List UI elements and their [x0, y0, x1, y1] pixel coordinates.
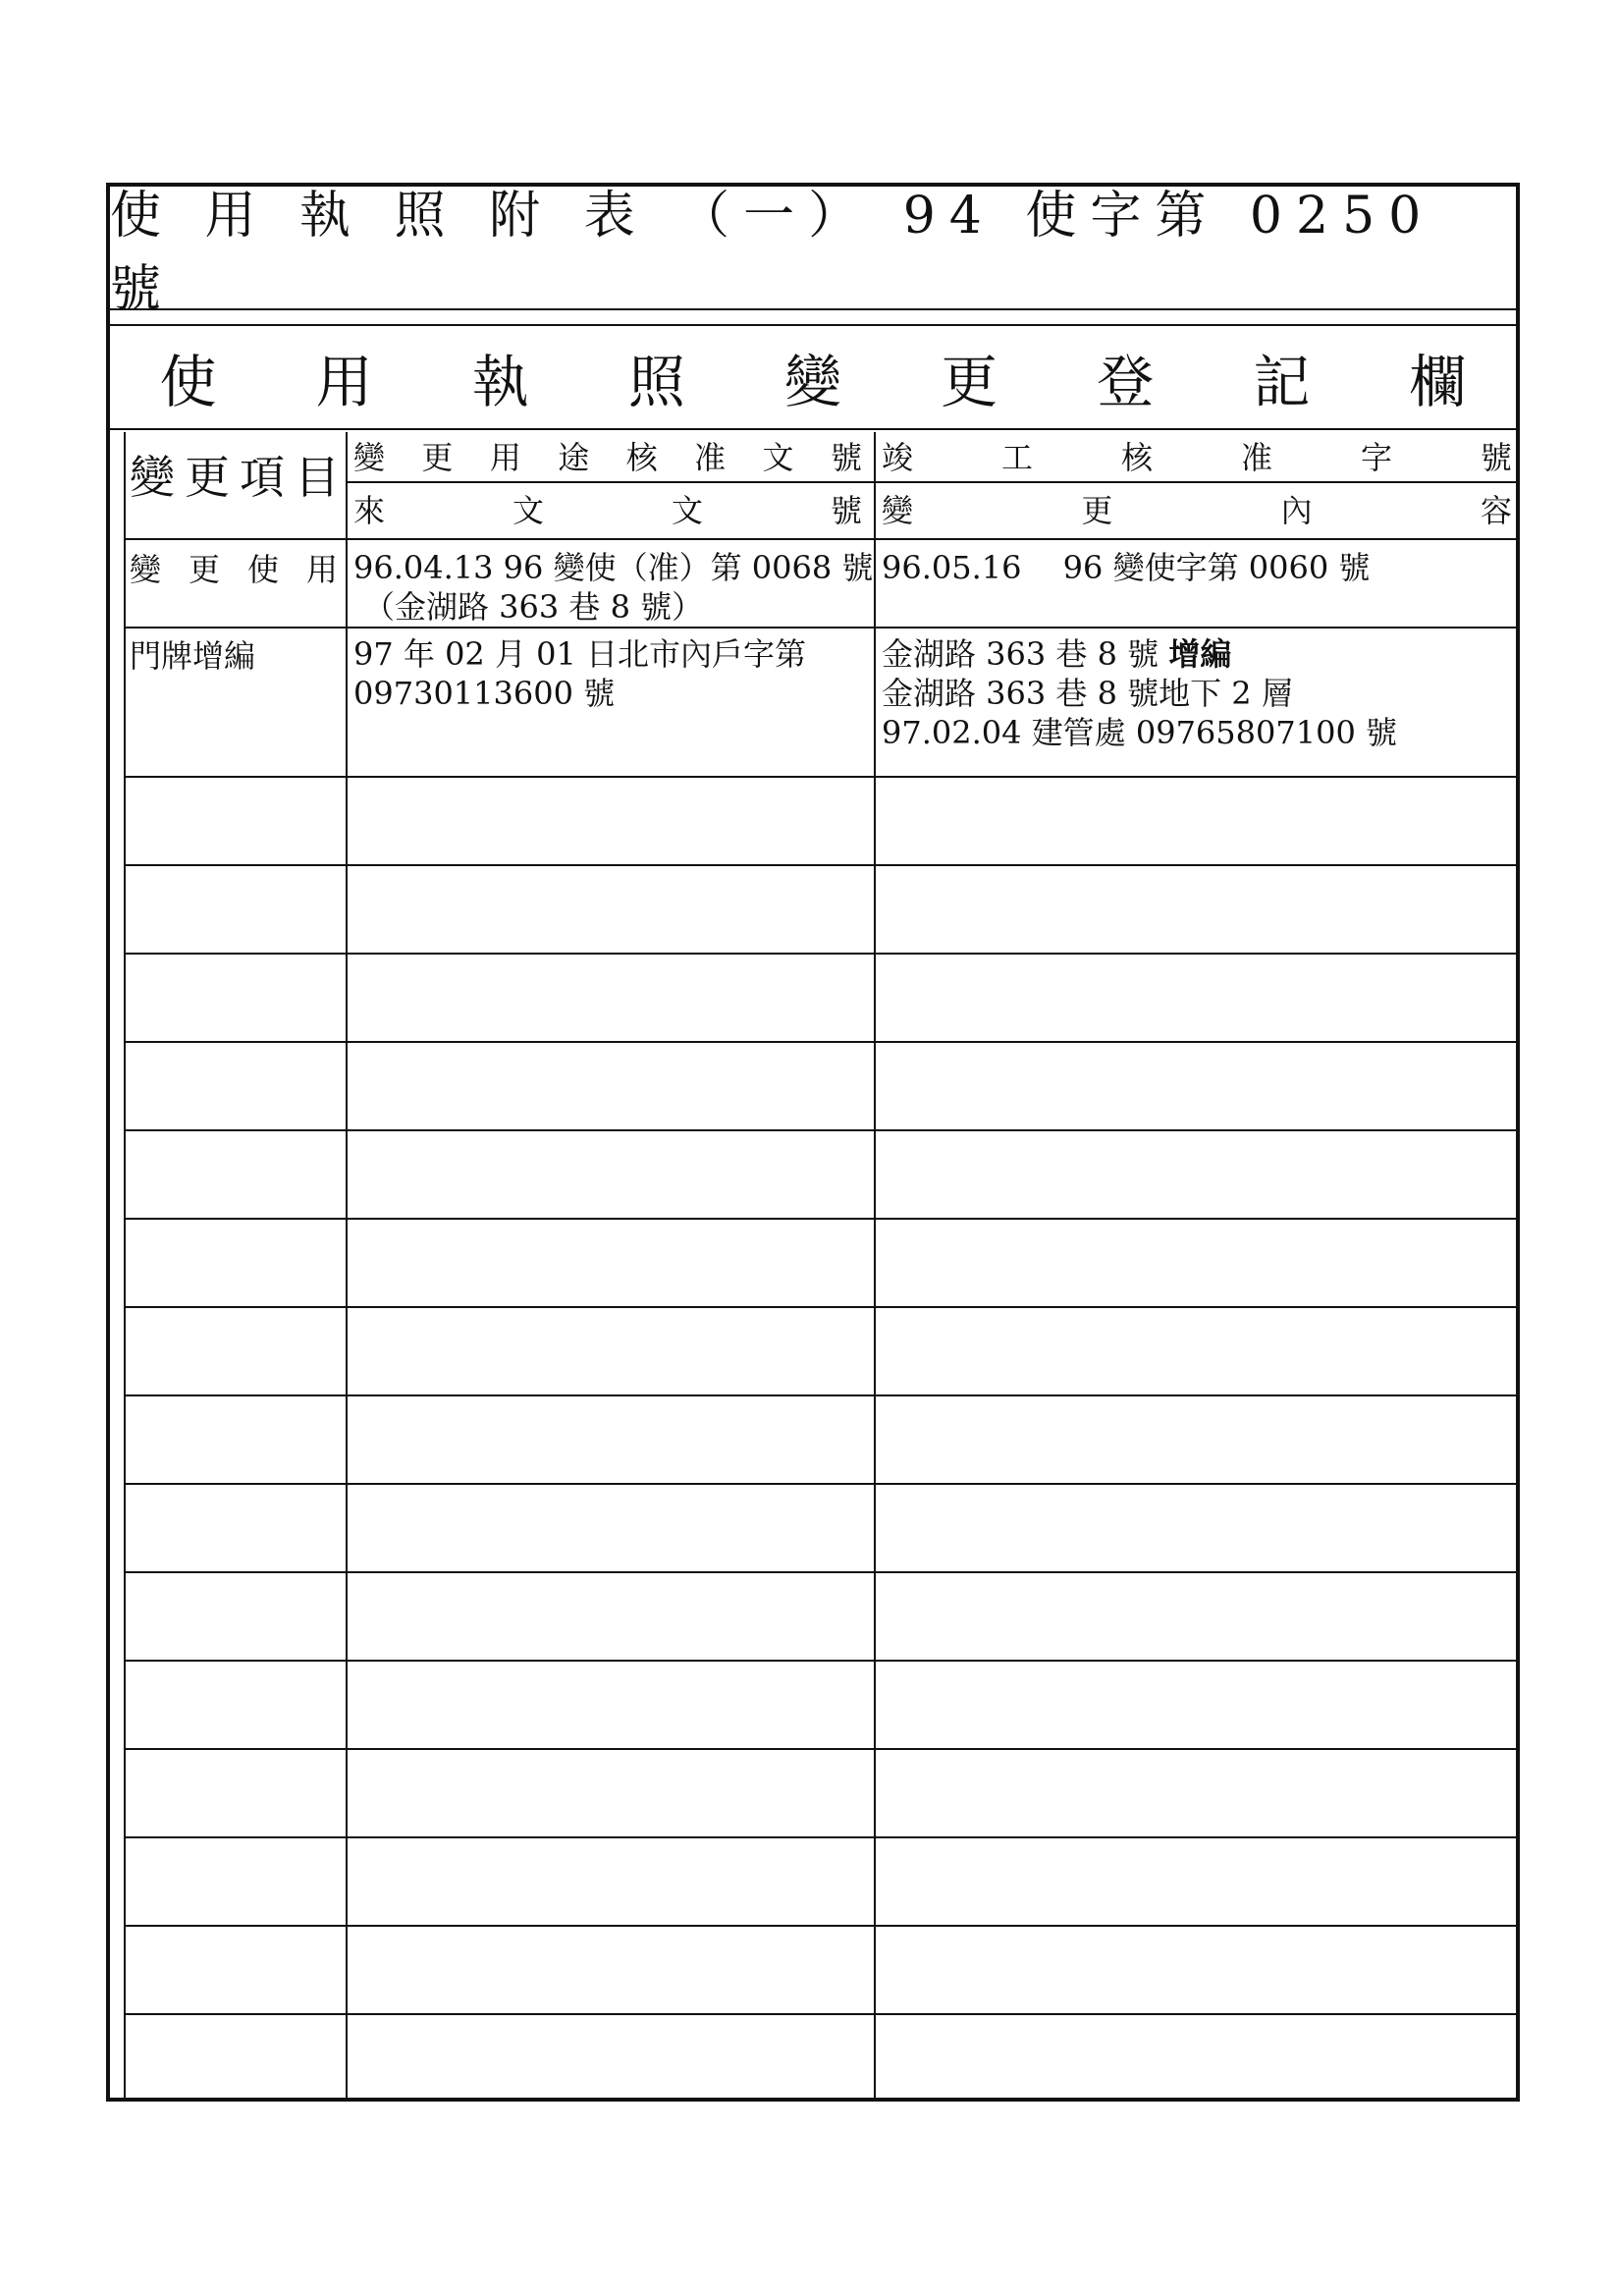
document-frame	[106, 183, 1520, 2102]
row1-approval-line1: 96.05.16 96 變使字第 0060 號	[882, 549, 1371, 586]
column-divider	[874, 432, 876, 2098]
header-char: 變	[882, 492, 914, 529]
item-char: 用	[305, 551, 338, 588]
row2-content-line3: 97.02.04 建管處 09765807100 號	[882, 714, 1397, 751]
header-incoming-doc-no	[353, 491, 862, 530]
heading-char: 欄	[1409, 349, 1467, 415]
header-change-content	[882, 491, 1512, 530]
header-char: 更	[421, 439, 454, 476]
item-char: 更	[188, 551, 220, 588]
header-char: 字	[1360, 439, 1392, 476]
heading-char: 執	[471, 349, 529, 415]
row-line	[124, 1836, 1516, 1838]
header-char: 核	[1120, 439, 1153, 476]
row-line	[124, 1218, 1516, 1220]
row2-content-line2: 金湖路 363 巷 8 號地下 2 層	[882, 675, 1293, 712]
heading-char: 照	[627, 349, 685, 415]
row-line	[124, 1306, 1516, 1308]
row2-doc-line1: 97 年 02 月 01 日北市內戶字第	[353, 635, 807, 673]
header-completion-approval-no	[882, 438, 1512, 477]
row-line	[124, 1925, 1516, 1927]
row-line	[124, 864, 1516, 866]
column-divider	[346, 432, 348, 2098]
row-line	[124, 627, 1516, 629]
header-approval-doc-no	[353, 438, 862, 477]
row-line	[124, 776, 1516, 778]
header-char: 內	[1280, 492, 1313, 529]
section-heading	[110, 324, 1516, 430]
row-item-address-numbering: 門牌增編	[130, 637, 256, 675]
row-line	[124, 1041, 1516, 1043]
header-divider	[346, 481, 1516, 483]
row-line	[124, 1483, 1516, 1485]
row1-doc-line2: （金湖路 363 巷 8 號）	[363, 588, 704, 626]
row2-doc-line2: 09730113600 號	[353, 675, 616, 712]
table-border-left	[124, 432, 126, 2098]
header-char: 號	[830, 439, 862, 476]
header-char: 准	[1240, 439, 1272, 476]
header-char: 來	[353, 492, 386, 529]
header-char: 竣	[882, 439, 914, 476]
header-char: 核	[625, 439, 658, 476]
header-char: 號	[1480, 439, 1512, 476]
header-char: 准	[694, 439, 727, 476]
header-char: 號	[830, 492, 862, 529]
row-line	[124, 1660, 1516, 1662]
heading-char: 記	[1253, 349, 1311, 415]
address-text: 金湖路 363 巷 8 號	[882, 635, 1160, 673]
header-char: 用	[489, 439, 521, 476]
header-char: 途	[558, 439, 590, 476]
header-char: 文	[512, 492, 544, 529]
header-item-label: 變更項目	[130, 451, 350, 504]
header-char: 變	[353, 439, 386, 476]
heading-char: 更	[941, 349, 998, 415]
row-line	[124, 953, 1516, 955]
header-char: 更	[1081, 492, 1113, 529]
row1-doc-line1: 96.04.13 96 變使（准）第 0068 號	[353, 549, 874, 586]
document-title	[110, 187, 1516, 319]
heading-char: 使	[159, 349, 217, 415]
item-char: 變	[130, 551, 162, 588]
row-line	[124, 1129, 1516, 1131]
row2-content-line1	[882, 634, 1231, 674]
added-numbering-label: 增編	[1168, 635, 1232, 673]
document-title-text: 使 用 執 照 附 表 （一） 94 使字第 0250 號	[110, 187, 1435, 319]
row-line	[124, 1748, 1516, 1750]
row-line	[124, 1394, 1516, 1396]
item-char: 使	[246, 551, 279, 588]
heading-char: 登	[1097, 349, 1155, 415]
header-char: 工	[1000, 439, 1033, 476]
row-item-change-use	[130, 550, 338, 589]
header-bottom-line	[124, 538, 1516, 540]
row-line	[124, 2013, 1516, 2015]
row-line	[124, 1571, 1516, 1573]
heading-char: 用	[315, 349, 373, 415]
heading-char: 變	[783, 349, 841, 415]
register-table	[124, 432, 1516, 2098]
header-char: 容	[1480, 492, 1512, 529]
header-char: 文	[762, 439, 794, 476]
header-char: 文	[671, 492, 703, 529]
